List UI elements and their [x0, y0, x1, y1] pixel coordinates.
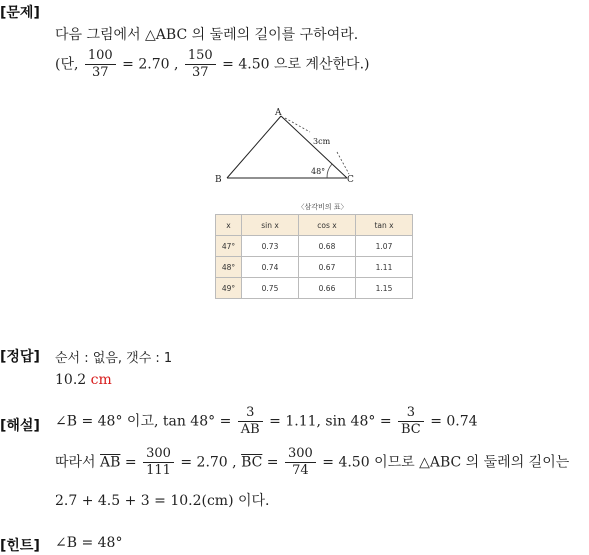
fraction-denominator: 74 — [285, 462, 316, 479]
answer-unit: cm — [90, 372, 112, 388]
fraction-300-74 — [285, 446, 316, 479]
table-cell: 49° — [216, 278, 242, 299]
fraction-numerator: 300 — [146, 446, 171, 461]
triangle-figure — [215, 106, 430, 306]
solution-text: = — [266, 454, 279, 471]
vertex-b-label: B — [215, 175, 222, 185]
vertex-c-label: C — [347, 175, 354, 185]
table-cell: 1.07 — [356, 236, 413, 257]
table-cell: 0.68 — [299, 236, 356, 257]
table-cell: 48° — [216, 257, 242, 278]
solution-text: = 1.11, sin 48° = — [269, 413, 392, 430]
vertex-a-label: A — [275, 108, 282, 118]
table-cell: 0.73 — [242, 236, 299, 257]
hint-label: [힌트] — [0, 538, 40, 554]
fraction-denominator: AB — [238, 421, 263, 438]
table-cell: 0.75 — [242, 278, 299, 299]
answer-meta: 순서 : 없음, 갯수 : 1 — [55, 351, 173, 366]
table-header: tan x — [356, 215, 413, 236]
table-row — [216, 257, 413, 278]
solution-line-1 — [55, 405, 478, 438]
solution-text: 따라서 — [55, 454, 96, 471]
table-caption: 〈삼각비의 표〉 — [297, 203, 348, 211]
table-header: cos x — [299, 215, 356, 236]
solution-line-3: 2.7 + 4.5 + 3 = 10.2(cm) 이다. — [55, 493, 270, 509]
fraction-denominator: 37 — [85, 64, 116, 81]
answer-value: 10.2 — [55, 372, 87, 388]
angle-label: 48° — [311, 167, 326, 176]
side-ab — [227, 116, 281, 178]
table-header: sin x — [242, 215, 299, 236]
fraction-100-37 — [85, 48, 116, 81]
table-cell: 1.11 — [356, 257, 413, 278]
solution-text: = 2.70 , — [180, 454, 237, 471]
segment-bc: $\overline{BC}$ — [241, 454, 263, 471]
fraction-numerator: 100 — [87, 48, 113, 63]
table-header-row — [216, 215, 413, 236]
solution-text: = 0.74 — [430, 413, 478, 430]
angle-arc — [327, 164, 332, 178]
table-header: x — [216, 215, 242, 236]
hint-text: ∠B = 48° — [55, 535, 123, 551]
answer-label: [정답] — [0, 349, 40, 365]
problem-statement: 다음 그림에서 △ABC 의 둘레의 길이를 구하여라. — [55, 27, 359, 43]
hint-open: (단, — [55, 56, 79, 73]
problem-hint-line — [55, 48, 369, 81]
table-cell: 47° — [216, 236, 242, 257]
fraction-3-bc — [398, 405, 424, 438]
fraction-numerator: 3 — [246, 405, 255, 420]
trig-table — [215, 214, 413, 299]
table-cell: 0.67 — [299, 257, 356, 278]
problem-label: [문제] — [0, 5, 40, 21]
fraction-numerator: 3 — [406, 405, 416, 420]
solution-text: ∠B = 48° 이고, tan 48° = — [55, 413, 232, 430]
table-cell: 1.15 — [356, 278, 413, 299]
answer-value-line — [55, 372, 112, 388]
fraction-300-111 — [143, 446, 174, 479]
solution-label: [해설] — [0, 418, 40, 434]
fraction-150-37 — [185, 48, 216, 81]
fraction-3-ab — [238, 405, 263, 438]
segment-ab: $\overline{AB}$ — [100, 454, 121, 471]
table-cell: 0.66 — [299, 278, 356, 299]
solution-text: = 4.50 이므로 △ABC 의 둘레의 길이는 — [322, 454, 570, 471]
table-row — [216, 278, 413, 299]
solution-text: = — [124, 454, 137, 471]
fraction-numerator: 150 — [187, 48, 213, 63]
fraction-denominator: BC — [398, 421, 424, 438]
table-row — [216, 236, 413, 257]
side-dash-top — [285, 118, 310, 132]
fraction-value: = 2.70 , — [122, 56, 179, 73]
table-cell: 0.74 — [242, 257, 299, 278]
fraction-denominator: 111 — [143, 462, 174, 479]
triangle-diagram — [215, 106, 430, 186]
solution-line-2 — [55, 446, 569, 479]
fraction-numerator: 300 — [287, 446, 313, 461]
fraction-value: = 4.50 으로 계산한다.) — [222, 56, 370, 73]
fraction-denominator: 37 — [185, 64, 216, 81]
side-length-label: 3cm — [313, 137, 331, 146]
